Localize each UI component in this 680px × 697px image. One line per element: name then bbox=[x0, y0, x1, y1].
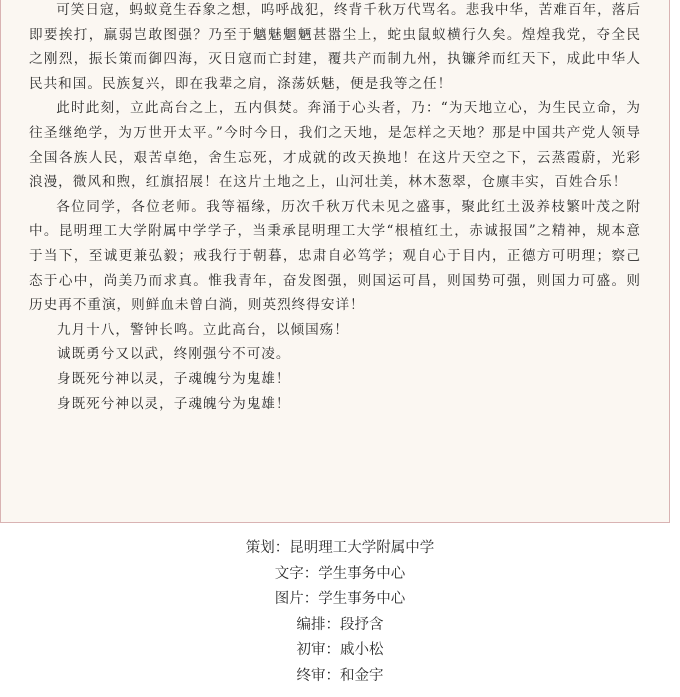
verse-line: 诚既勇兮又以武，终刚强兮不可凌。 bbox=[57, 346, 291, 363]
article-paragraph: 此时此刻，立此高台之上，五内俱焚。奔涌于心头者，乃：“为天地立心，为生民立命，为往圣继绝学，为万世开太平。”今时今日，我们之天地，是怎样之天地？那是中国共产党人领导全国各族人民，艰苦卓绝，舍生忘死，才成就的改天换地！在这片天空之下，云蒸霞蔚，光彩浪漫，微风和煦，红旗招展！在这片土地之上，山河壮美，林木葱翠，仓廪丰实，百姓合乐！ bbox=[29, 100, 641, 191]
credit-name: 昆明理工大学附属中学 bbox=[289, 540, 435, 556]
article-text bbox=[29, 0, 641, 416]
credit-name: 和金宇 bbox=[340, 667, 384, 684]
credit-images bbox=[0, 587, 680, 613]
credit-name: 学生事务中心 bbox=[318, 565, 406, 582]
verse-line: 身既死兮神以灵，子魂魄兮为鬼雄！ bbox=[57, 370, 291, 387]
verse-line: 九月十八，警钟长鸣。立此高台，以倾国殇！ bbox=[57, 321, 349, 338]
article-paragraph: 各位同学，各位老师。我等福缘，历次千秋万代未见之盛事，聚此红土汲养枝繁叶茂之附中。昆明理工大学附属中学学子，当秉承昆明理工大学“根植红土，赤诚报国”之精神，规本意于当下，至诚更兼弘毅；戒我行于朝暮，忠肃自必笃学；观自心于目内，正德方可明理；察己态于心中，尚美乃而求真。惟我青年，奋发图强，则国运可昌，则国势可强，则国力可盛。则历史再不重演，则鲜血未曾白淌，则英烈终得安详！ bbox=[29, 198, 641, 314]
credit-name: 戚小松 bbox=[340, 642, 384, 658]
credit-first-review bbox=[0, 638, 680, 664]
credits-section bbox=[0, 536, 680, 689]
credit-final-review bbox=[0, 664, 680, 690]
article-paragraph: 可笑日寇，蚂蚁竟生吞象之想，呜呼战犯，终背千秋万代骂名。悲我中华，苦难百年，落后即要挨打，羸弱岂敢图强？乃至于魑魅魍魉甚嚣尘上，蛇虫鼠蚁横行久矣。煌煌我党，夺全民之刚烈，振长策而御四海，灭日寇而亡封建，覆共产而制九州，执镰斧而红天下，成此中华人民共和国。民族复兴，即在我辈之肩，涤荡妖魅，便是我等之任！ bbox=[29, 2, 641, 92]
verse-line: 身既死兮神以灵，子魂魄兮为鬼雄！ bbox=[57, 395, 291, 412]
credit-role: 策划： bbox=[245, 540, 290, 556]
credit-name: 学生事务中心 bbox=[318, 591, 406, 607]
credit-planner bbox=[0, 536, 680, 562]
credit-role: 文字： bbox=[274, 565, 319, 582]
credit-name: 段抒含 bbox=[340, 616, 384, 633]
credit-role: 图片： bbox=[274, 591, 319, 607]
credit-role: 初审： bbox=[296, 642, 340, 658]
credit-layout bbox=[0, 613, 680, 639]
credit-role: 编排： bbox=[296, 616, 340, 633]
credit-text bbox=[0, 562, 680, 588]
credit-role: 终审： bbox=[296, 667, 340, 684]
